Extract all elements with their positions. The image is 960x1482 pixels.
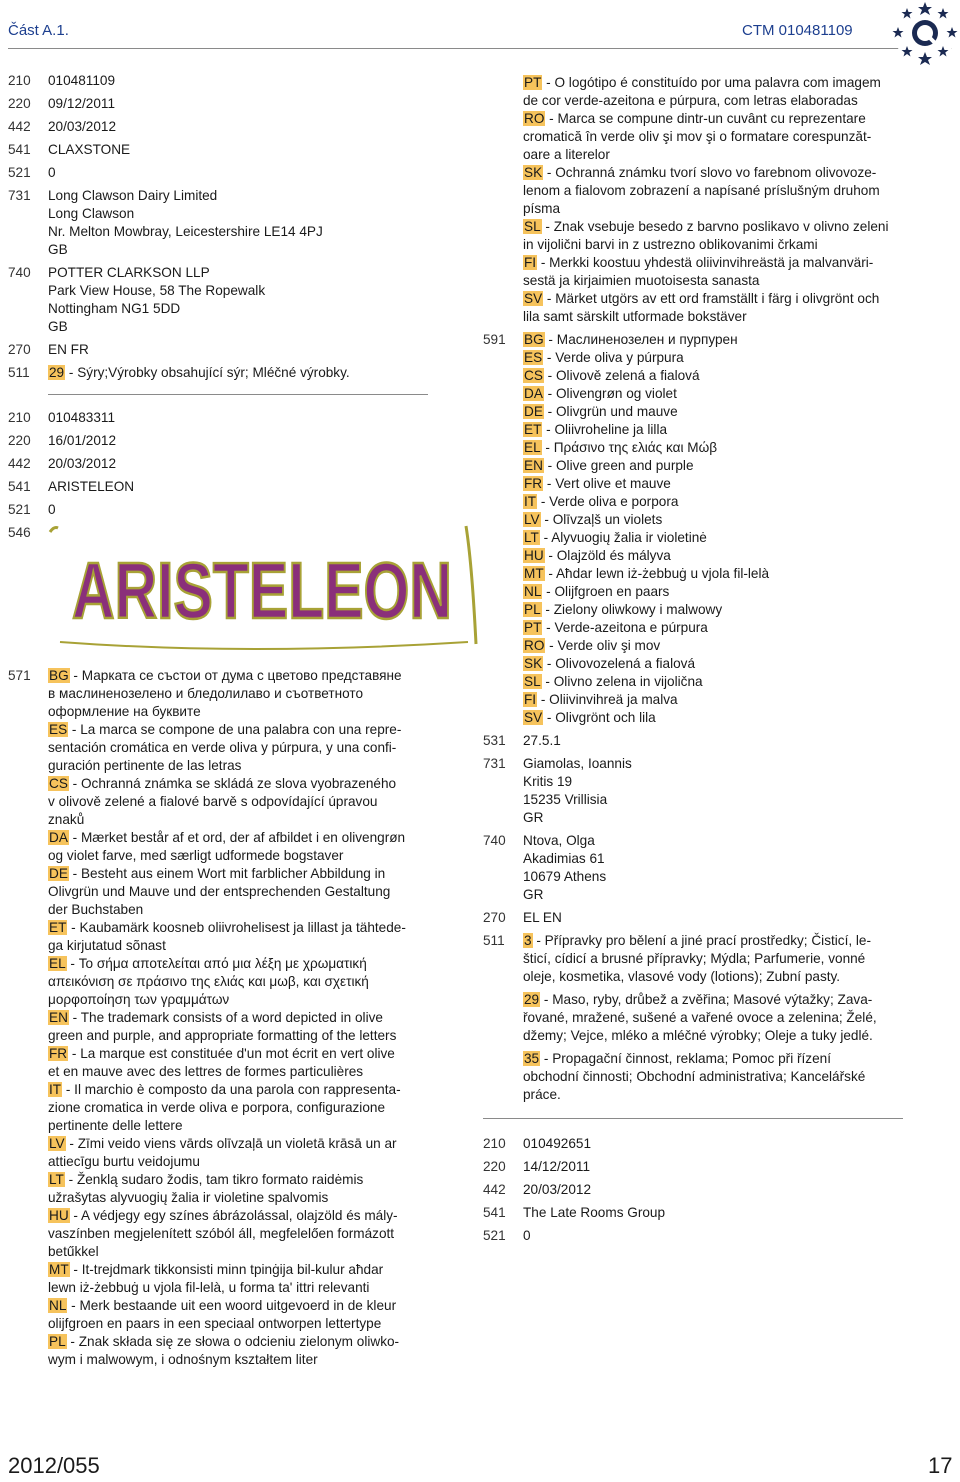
desc-text: - Ochranná známku tvorí slovo vo farebnom olivovoze- — [543, 165, 877, 180]
colour-line — [523, 475, 907, 493]
lang-tag: SK — [524, 165, 543, 180]
lang-tag: SV — [524, 291, 543, 306]
desc-line-ro — [523, 110, 907, 128]
colour-text: - Olivno zelena in vijolična — [541, 674, 703, 689]
code-270: 270 — [8, 342, 31, 357]
desc-text: cromatică în verde oliv şi mov şi o formatare corespunzăt- — [523, 129, 872, 144]
colour-line — [523, 367, 907, 385]
field-511 — [483, 932, 907, 1104]
publication-date: 20/03/2012 — [48, 119, 117, 134]
desc-line-et — [48, 919, 433, 937]
desc-text: betűkkel — [48, 1244, 99, 1259]
desc-line-es — [48, 721, 433, 739]
desc-text: απεικόνιση σε πράσινο της ελιάς και μωβ, και σχετική — [48, 974, 369, 989]
record-010481109 — [8, 72, 433, 382]
lang-tag: SV — [524, 710, 543, 725]
field-571 — [8, 667, 433, 1369]
code-546: 546 — [8, 525, 31, 540]
desc-line-cs — [48, 775, 433, 793]
lang-tag: SK — [524, 656, 543, 671]
colour-text: - Olivgrönt och lila — [543, 710, 656, 725]
desc-text: - Il marchio è composto da una parola con rappresenta- — [62, 1082, 401, 1097]
desc-text: - Марката се състои от дума с цветово представяне — [69, 668, 402, 683]
publication-date: 20/03/2012 — [48, 456, 117, 471]
lang-tag: PL — [524, 602, 541, 617]
representative — [523, 832, 907, 904]
lang-tag: FI — [524, 692, 537, 707]
field-541 — [483, 1204, 907, 1222]
colour-text: - Zielony oliwkowy i malwowy — [541, 602, 723, 617]
desc-text: - Το σήμα αποτελείται από μια λέξη με χρωματική — [66, 956, 367, 971]
desc-text: de cor verde-azeitona e púrpura, com letras elaboradas — [523, 93, 858, 108]
acquired-distinctiveness: 0 — [48, 502, 56, 517]
colour-line — [523, 601, 907, 619]
lang-tag: FR — [49, 1046, 68, 1061]
desc-text: - Merkki koostuu yhdestä oliivinvihreästä ja malvanväri- — [537, 255, 874, 270]
filing-date: 16/01/2012 — [48, 433, 117, 448]
desc-text: attiecīgu burtu veidojumu — [48, 1154, 200, 1169]
field-210 — [8, 72, 433, 90]
colour-line — [523, 673, 907, 691]
acquired-distinctiveness: 0 — [523, 1228, 531, 1243]
field-442 — [483, 1181, 907, 1199]
desc-text: - Znak vsebuje besedo z barvno poslikavo v olivno zeleni — [541, 219, 889, 234]
lang-tag: ES — [49, 722, 68, 737]
lang-tag: ET — [524, 422, 542, 437]
code-541: 541 — [8, 479, 31, 494]
lang-tag: ET — [49, 920, 67, 935]
desc-text: - The trademark consists of a word depicted in olive — [68, 1010, 383, 1025]
field-731 — [483, 755, 907, 827]
colour-line — [523, 583, 907, 601]
lang-tag: LV — [49, 1136, 65, 1151]
mark-description-cont — [523, 74, 907, 326]
representative-line: POTTER CLARKSON LLP — [48, 265, 210, 280]
representative-line: GR — [523, 887, 544, 902]
field-740 — [8, 264, 433, 336]
desc-text: užrašytas alyvuogių žalia ir violetine spalvomis — [48, 1190, 329, 1205]
code-210: 210 — [483, 1136, 506, 1151]
goods-text: obchodní činnosti; Obchodní administrativa; Kancelářské — [523, 1069, 866, 1084]
field-521 — [483, 1227, 907, 1245]
goods-text: - Maso, ryby, drůbež a zvěřina; Masové výtažky; Zava- — [540, 992, 873, 1007]
desc-line-sk — [523, 164, 907, 182]
lang-tag: IT — [49, 1082, 62, 1097]
code-511: 511 — [483, 933, 505, 948]
colour-line — [523, 439, 907, 457]
code-220: 220 — [483, 1159, 506, 1174]
desc-line-da — [48, 829, 433, 847]
desc-text: der Buchstaben — [48, 902, 144, 917]
applicant — [523, 755, 907, 827]
goods-line — [523, 1050, 907, 1068]
desc-text: et en mauve avec des lettres de formes particulières — [48, 1064, 364, 1079]
goods-text: šticí, cídicí a brusné přípravky; Mýdla; Parfumerie, vonné — [523, 951, 866, 966]
record-divider — [48, 394, 428, 395]
ohim-logo-icon — [892, 0, 958, 66]
code-220: 220 — [8, 433, 31, 448]
record-010483311 — [8, 409, 452, 1369]
acquired-distinctiveness: 0 — [48, 165, 56, 180]
goods-text: řované, mražené, sušené a vařené ovoce a zelenina; Želé, — [523, 1010, 877, 1025]
goods-line — [523, 991, 907, 1009]
desc-line-sl — [523, 218, 907, 236]
lang-tag: PL — [49, 1334, 66, 1349]
lang-tag: LT — [524, 530, 539, 545]
filing-date: 09/12/2011 — [48, 96, 116, 111]
desc-line-sv — [523, 290, 907, 308]
desc-text: wym i malwowym, i odnośnym kształtem liter — [48, 1352, 318, 1367]
issue-number: 2012/055 — [8, 1453, 100, 1478]
lang-tag: RO — [524, 111, 545, 126]
lang-tag: IT — [524, 494, 537, 509]
lang-tag: EN — [49, 1010, 68, 1025]
desc-text: znaků — [48, 812, 85, 827]
desc-text: green and purple, and appropriate formatting of the letters — [48, 1028, 397, 1043]
mark-word: The Late Rooms Group — [523, 1205, 666, 1220]
colour-text: - Olivovozelená a fialová — [543, 656, 696, 671]
lang-tag: HU — [49, 1208, 69, 1223]
desc-line-hu — [48, 1207, 433, 1225]
representative-line: GB — [48, 319, 68, 334]
field-731 — [8, 187, 433, 259]
colour-line — [523, 655, 907, 673]
lang-tag: DA — [524, 386, 543, 401]
field-591 — [483, 331, 907, 727]
desc-text: μορφοποίηση των γραμμάτων — [48, 992, 230, 1007]
applicant — [48, 187, 433, 259]
desc-text: lenom a fialovom zobrazení a napísané príslušným druhom — [523, 183, 880, 198]
goods-class — [48, 364, 433, 382]
code-731: 731 — [483, 756, 506, 771]
desc-text: og violet farve, med særligt udformede bogstaver — [48, 848, 344, 863]
code-210: 210 — [8, 73, 31, 88]
desc-line-fi — [523, 254, 907, 272]
desc-text: ga kirjutatud sõnast — [48, 938, 166, 953]
field-442 — [8, 118, 433, 136]
lang-tag: CS — [49, 776, 68, 791]
colour-text: - Πράσινο της ελιάς και Μώβ — [541, 440, 718, 455]
desc-text: - Kaubamärk koosneb oliivrohelisest ja lillast ja tähtede- — [67, 920, 406, 935]
left-column — [8, 72, 452, 1369]
desc-text: oare a literelor — [523, 147, 610, 162]
goods-text: - Přípravky pro bělení a jiné prací prostředky; Čisticí, le- — [532, 933, 872, 948]
desc-text: - Zīmi veido viens vārds olīvzaļā un violetā krāsā un ar — [65, 1136, 397, 1151]
colour-text: - Oliivinvihreä ja malva — [537, 692, 678, 707]
goods-text: práce. — [523, 1087, 561, 1102]
colour-line — [523, 529, 907, 547]
desc-line-pl — [48, 1333, 433, 1351]
colour-text: - Olivgrün und mauve — [543, 404, 678, 419]
colour-line — [523, 493, 907, 511]
goods-line — [523, 932, 907, 950]
code-220: 220 — [8, 96, 31, 111]
colour-line — [523, 565, 907, 583]
desc-text: - Ženklą sudaro žodis, tam tikro formato raidėmis — [64, 1172, 364, 1187]
filing-date: 14/12/2011 — [523, 1159, 591, 1174]
colour-text: - Olīvzaļš un violets — [540, 512, 663, 527]
colour-text: - Olive green and purple — [543, 458, 694, 473]
code-591: 591 — [483, 332, 506, 347]
code-740: 740 — [483, 833, 506, 848]
code-511: 511 — [8, 365, 30, 380]
desc-text: - Merk bestaande uit een woord uitgevoerd in de kleur — [67, 1298, 397, 1313]
colour-line — [523, 547, 907, 565]
desc-text: - Besteht aus einem Wort mit farblicher Abbildung in — [68, 866, 386, 881]
desc-line-mt — [48, 1261, 433, 1279]
desc-line-en — [48, 1009, 433, 1027]
applicant-line: Long Clawson Dairy Limited — [48, 188, 218, 203]
colour-line — [523, 457, 907, 475]
mark-word: ARISTELEON — [48, 479, 135, 494]
code-731: 731 — [8, 188, 31, 203]
code-442: 442 — [8, 456, 31, 471]
lang-tag: NL — [524, 584, 542, 599]
desc-line-it — [48, 1081, 433, 1099]
colour-line — [523, 709, 907, 727]
record-010492651 — [483, 1135, 907, 1245]
header-divider — [8, 48, 952, 49]
vienna-classification: 27.5.1 — [523, 733, 561, 748]
colour-text: - Olijfgroen en paars — [542, 584, 670, 599]
desc-line-pt — [523, 74, 907, 92]
field-521 — [8, 501, 433, 519]
colour-text: - Verde oliva e porpora — [537, 494, 679, 509]
desc-text: vaszínben megjelenített szóból áll, megfelelően formázott — [48, 1226, 395, 1241]
class-number-badge: 29 — [49, 365, 65, 380]
code-541: 541 — [483, 1205, 506, 1220]
desc-text: sestä ja kirjaimien muotoisesta sanasta — [523, 273, 760, 288]
goods-text: - Sýry;Výrobky obsahující sýr; Mléčné výrobky. — [65, 365, 350, 380]
filing-number: 010481109 — [48, 73, 116, 88]
field-270 — [483, 909, 907, 927]
representative-line: Ntova, Olga — [523, 833, 595, 848]
document-id: CTM 010481109 — [742, 22, 853, 39]
lang-tag: PT — [524, 75, 542, 90]
lang-tag: EL — [49, 956, 66, 971]
lang-tag: FI — [524, 255, 537, 270]
class-number-badge: 35 — [524, 1051, 540, 1066]
colour-line — [523, 619, 907, 637]
field-220 — [8, 432, 433, 450]
colour-text: - Verde-azeitona e púrpura — [542, 620, 708, 635]
mark-word: CLAXSTONE — [48, 142, 131, 157]
lang-tag: NL — [49, 1298, 67, 1313]
desc-text: - Marca se compune dintr-un cuvânt cu reprezentare — [545, 111, 866, 126]
code-442: 442 — [483, 1182, 506, 1197]
desc-line-bg — [48, 667, 433, 685]
desc-text: in vijolični barvi in z ustrezno oblikovanimi črkami — [523, 237, 818, 252]
mark-description — [48, 667, 433, 1369]
desc-continued — [483, 74, 907, 326]
field-511 — [8, 364, 433, 382]
lang-tag: BG — [49, 668, 69, 683]
desc-text: v olivově zelené a fialové barvě s odpovídající úpravou — [48, 794, 378, 809]
lang-tag: SL — [524, 219, 541, 234]
code-442: 442 — [8, 119, 31, 134]
publication-date: 20/03/2012 — [523, 1182, 592, 1197]
desc-text: - La marque est constituée d'un mot écrit en vert olive — [68, 1046, 395, 1061]
page-number: 17 — [928, 1453, 953, 1478]
applicant-line: Kritis 19 — [523, 774, 573, 789]
desc-text: - Ochranná známka se skládá ze slova vyobrazeného — [68, 776, 397, 791]
desc-text: - It-trejdmark tikkonsisti minn tpinġija bil-kulur aħdar — [69, 1262, 384, 1277]
field-541 — [8, 478, 433, 496]
section-label: Část A.1. — [8, 22, 69, 39]
desc-text: olijfgroen en paars in een speciaal ontworpen lettertype — [48, 1316, 382, 1331]
field-531 — [483, 732, 907, 750]
colour-line — [523, 331, 907, 349]
applicant-line: Nr. Melton Mowbray, Leicestershire LE14 4PJ — [48, 224, 323, 239]
mark-image — [48, 524, 478, 659]
desc-text: оформление на буквите — [48, 704, 201, 719]
field-220 — [8, 95, 433, 113]
lang-tag: LT — [49, 1172, 64, 1187]
applicant-line: Long Clawson — [48, 206, 135, 221]
code-531: 531 — [483, 733, 506, 748]
field-541 — [8, 141, 433, 159]
colour-line — [523, 421, 907, 439]
colour-text: - Olajzöld és mályva — [544, 548, 671, 563]
lang-tag: EN — [524, 458, 543, 473]
desc-line-el — [48, 955, 433, 973]
desc-text: lila samt särskilt utformade bokstäver — [523, 309, 747, 324]
filing-number: 010483311 — [48, 410, 116, 425]
lang-tag: FR — [524, 476, 543, 491]
filing-number: 010492651 — [523, 1136, 592, 1151]
code-571: 571 — [8, 668, 31, 683]
desc-line-de — [48, 865, 433, 883]
desc-line-lt — [48, 1171, 433, 1189]
desc-text: písma — [523, 201, 561, 216]
field-546 — [8, 524, 452, 659]
colour-text: - Olivengrøn og violet — [543, 386, 677, 401]
representative — [48, 264, 433, 336]
lang-tag: MT — [49, 1262, 69, 1277]
code-521: 521 — [483, 1228, 506, 1243]
lang-tag: MT — [524, 566, 544, 581]
lang-tag: DE — [524, 404, 543, 419]
desc-text: - O logótipo é constituído por uma palavra com imagem — [542, 75, 881, 90]
desc-text: в маслиненозелено и бледолилаво и съответното — [48, 686, 364, 701]
lang-tag: BG — [524, 332, 544, 347]
mark-logo-text: ARISTELEON — [72, 546, 452, 635]
desc-text: - Mærket består af et ord, der af afbildet i en olivengrøn — [68, 830, 406, 845]
desc-text: Olivgrün und Mauve und der entsprechenden Gestaltung — [48, 884, 391, 899]
lang-tag: ES — [524, 350, 543, 365]
field-270 — [8, 341, 433, 359]
languages: EL EN — [523, 910, 562, 925]
colour-line — [523, 511, 907, 529]
code-541: 541 — [8, 142, 31, 157]
colour-text: - Aħdar lewn iż-żebbuġ u vjola fil-lelà — [544, 566, 770, 581]
aristeleon-logo-image — [48, 524, 478, 654]
lang-tag: DA — [49, 830, 68, 845]
goods-services — [523, 932, 907, 1104]
colour-text: - Маслиненозелен и пурпурен — [544, 332, 738, 347]
desc-line-fr — [48, 1045, 433, 1063]
class-number-badge: 3 — [524, 933, 532, 948]
colour-line — [523, 349, 907, 367]
lang-tag: SL — [524, 674, 541, 689]
colours-claimed — [523, 331, 907, 727]
class-number-badge: 29 — [524, 992, 540, 1007]
desc-text: lewn iż-żebbuġ u vjola fil-lelà, u forma ta' ittri relevanti — [48, 1280, 370, 1295]
colour-line — [523, 637, 907, 655]
code-210: 210 — [8, 410, 31, 425]
field-740 — [483, 832, 907, 904]
colour-text: - Verde oliv şi mov — [545, 638, 661, 653]
code-740: 740 — [8, 265, 31, 280]
desc-text: pertinente delle lettere — [48, 1118, 183, 1133]
colour-text: - Olivově zelená a fialová — [543, 368, 700, 383]
field-220 — [483, 1158, 907, 1176]
applicant-line: GR — [523, 810, 544, 825]
colour-line — [523, 691, 907, 709]
lang-tag: EL — [524, 440, 541, 455]
colour-text: - Vert olive et mauve — [543, 476, 671, 491]
field-210 — [8, 409, 433, 427]
representative-line: 10679 Athens — [523, 869, 607, 884]
field-210 — [483, 1135, 907, 1153]
desc-text: zione cromatica in verde oliva e porpora, configurazione — [48, 1100, 386, 1115]
lang-tag: CS — [524, 368, 543, 383]
desc-line-nl — [48, 1297, 433, 1315]
code-521: 521 — [8, 165, 31, 180]
desc-line-lv — [48, 1135, 433, 1153]
desc-text: - Znak składa się ze słowa o odcieniu zielonym oliwko- — [66, 1334, 400, 1349]
code-521: 521 — [8, 502, 31, 517]
lang-tag: PT — [524, 620, 542, 635]
colour-text: - Oliivroheline ja lilla — [542, 422, 668, 437]
field-521 — [8, 164, 433, 182]
record-divider — [483, 1118, 903, 1119]
colour-text: - Verde oliva y púrpura — [543, 350, 684, 365]
colour-line — [523, 403, 907, 421]
colour-line — [523, 385, 907, 403]
lang-tag: RO — [524, 638, 545, 653]
applicant-line: Giamolas, Ioannis — [523, 756, 632, 771]
desc-text: guración pertinente de las letras — [48, 758, 242, 773]
lang-tag: DE — [49, 866, 68, 881]
colour-text: - Alyvuogių žalia ir violetinė — [539, 530, 707, 545]
languages: EN FR — [48, 342, 89, 357]
goods-text: džemy; Vejce, mléko a mléčné výrobky; Oleje a tuky jedlé. — [523, 1028, 873, 1043]
applicant-line: GB — [48, 242, 68, 257]
goods-text: oleje, kosmetika, vlasové vody (lotions); Zubní pasty. — [523, 969, 841, 984]
representative-line: Park View House, 58 The Ropewalk — [48, 283, 266, 298]
right-column — [483, 74, 907, 1245]
lang-tag: HU — [524, 548, 544, 563]
lang-tag: LV — [524, 512, 540, 527]
field-442 — [8, 455, 433, 473]
representative-line: Akadimias 61 — [523, 851, 605, 866]
representative-line: Nottingham NG1 5DD — [48, 301, 181, 316]
goods-text: - Propagační činnost, reklama; Pomoc při řízení — [540, 1051, 832, 1066]
desc-text: - La marca se compone de una palabra con una repre- — [68, 722, 402, 737]
desc-text: - A védjegy egy színes ábrázolással, olajzöld és mály- — [69, 1208, 398, 1223]
applicant-line: 15235 Vrillisia — [523, 792, 608, 807]
code-270: 270 — [483, 910, 506, 925]
desc-text: sentación cromática en verde oliva y púrpura, y una confi- — [48, 740, 397, 755]
desc-text: - Märket utgörs av ett ord framställt i färg i olivgrönt och — [543, 291, 880, 306]
